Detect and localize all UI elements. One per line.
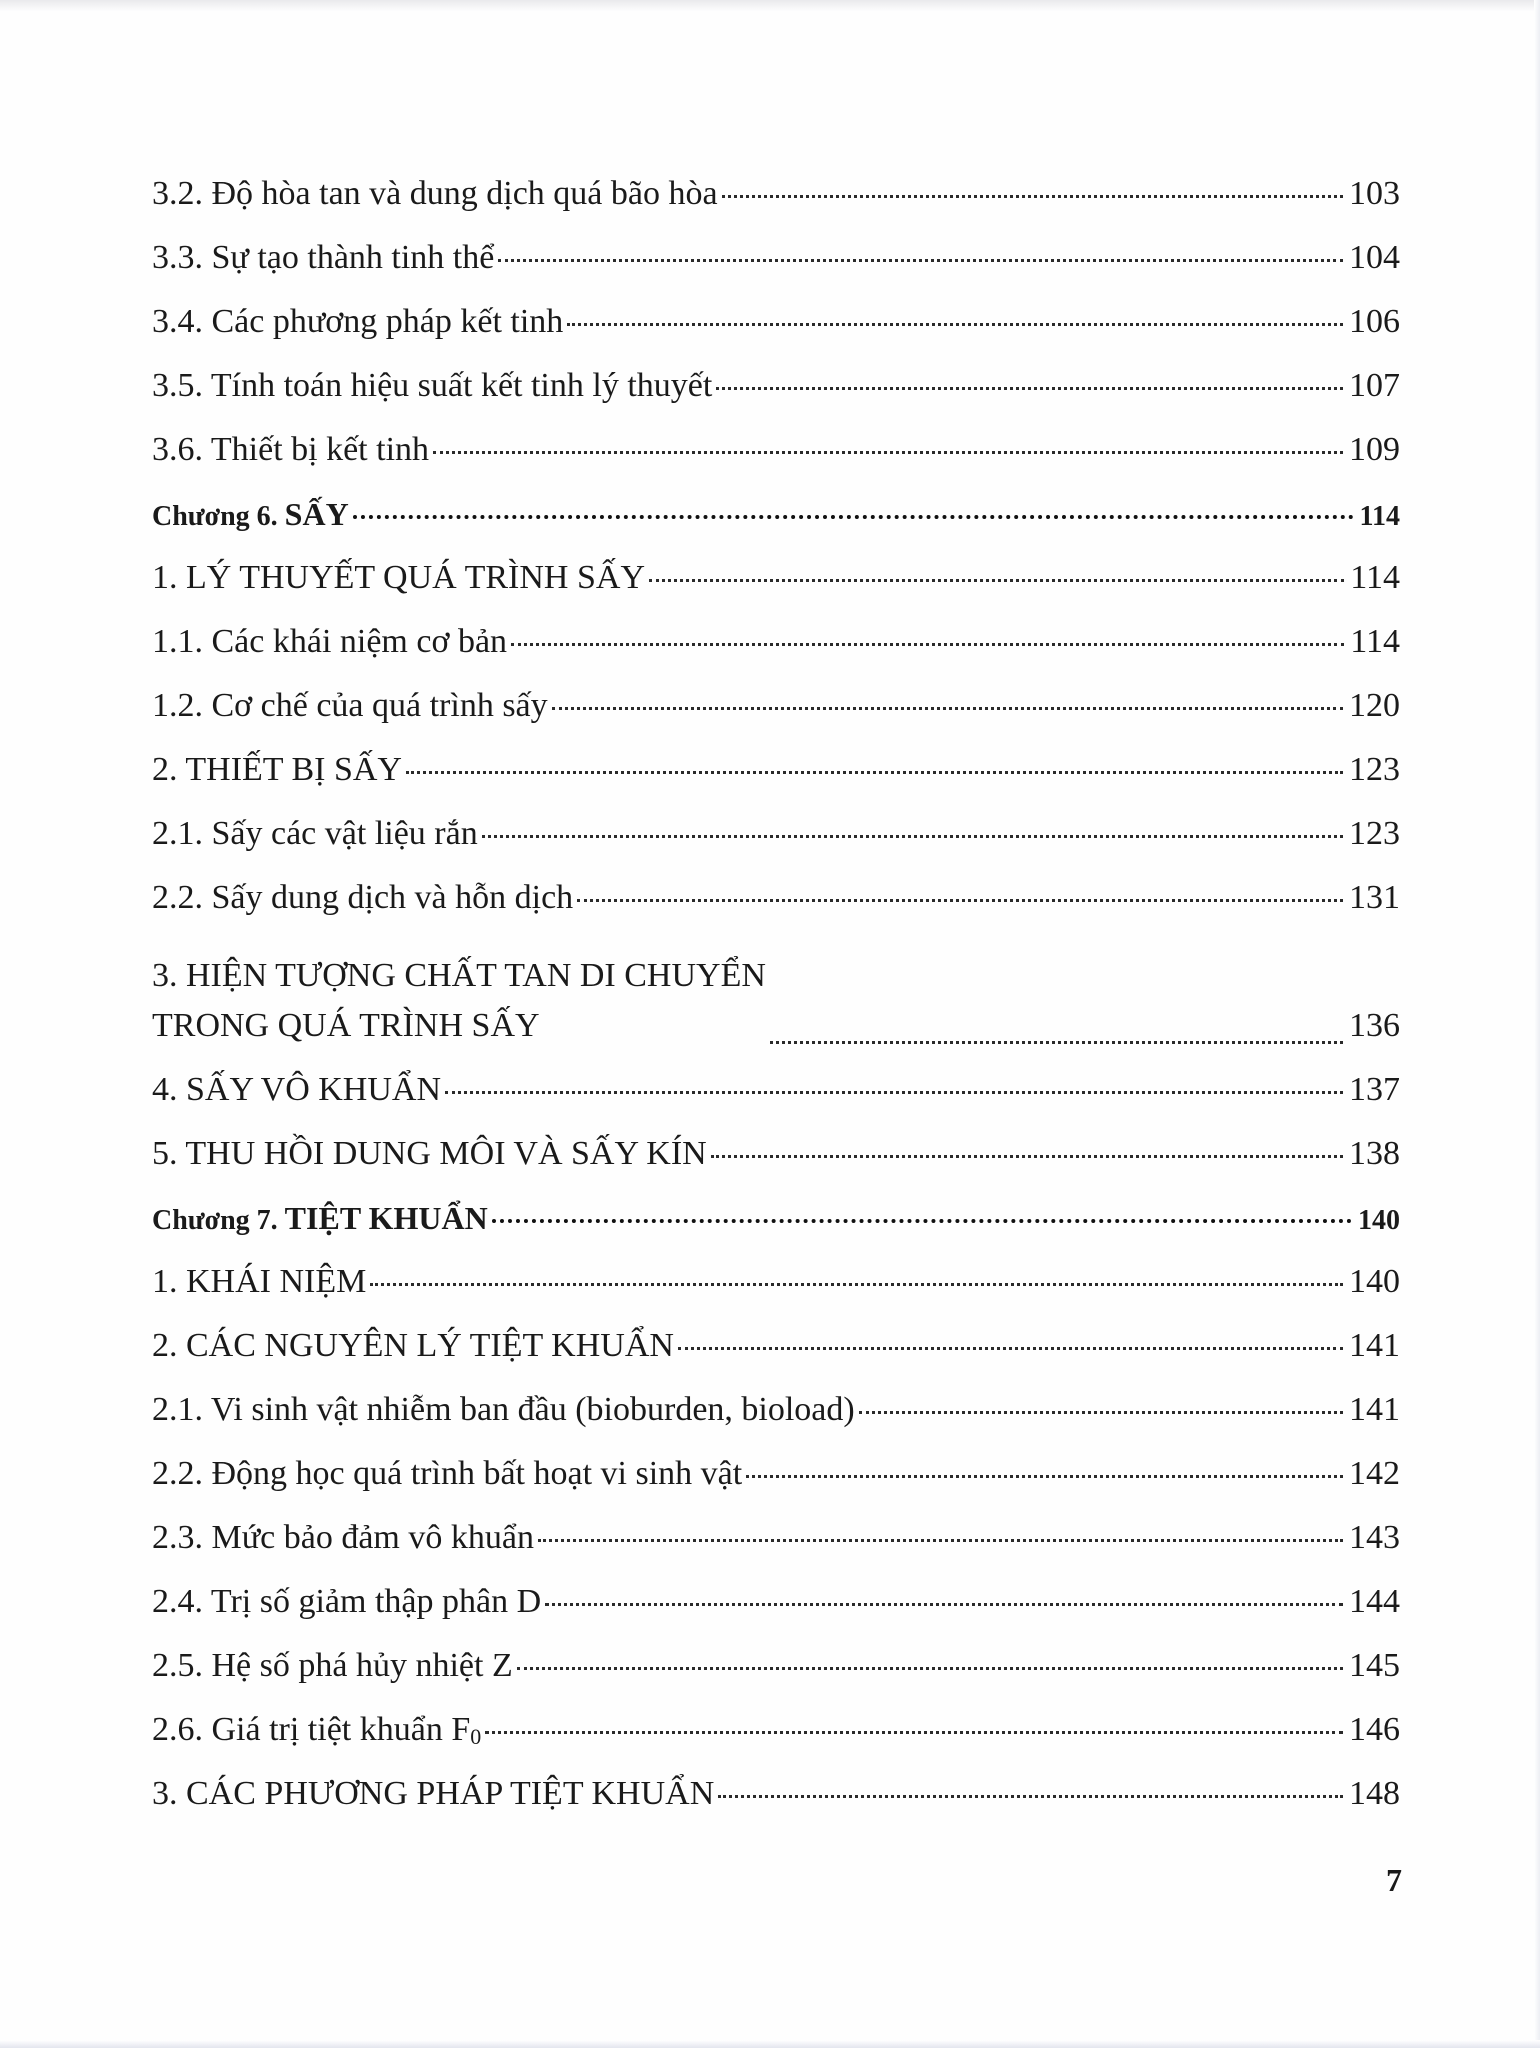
dot-leader xyxy=(482,835,1343,838)
toc-entry-page: 140 xyxy=(1349,1263,1400,1300)
toc-entry-page: 114 xyxy=(1350,559,1400,596)
toc-entry-label: 1.2. Cơ chế của quá trình sấy xyxy=(152,687,548,724)
toc-entry-1-1 xyxy=(152,610,1400,674)
toc-entry-page: 145 xyxy=(1349,1647,1400,1684)
toc-entry-label: 2.3. Mức bảo đảm vô khuẩn xyxy=(152,1519,534,1556)
toc-entry-7-2-4 xyxy=(152,1570,1400,1634)
dot-leader xyxy=(552,707,1343,710)
toc-entry-page: 136 xyxy=(1349,1007,1400,1044)
toc-entry-label: 2. CÁC NGUYÊN LÝ TIỆT KHUẨN xyxy=(152,1327,674,1364)
subscript: 0 xyxy=(470,1724,482,1749)
dot-leader xyxy=(433,451,1343,454)
toc-entry-label: 3. CÁC PHƯƠNG PHÁP TIỆT KHUẨN xyxy=(152,1775,715,1812)
dot-leader xyxy=(370,1283,1343,1286)
toc-entry-2-1 xyxy=(152,802,1400,866)
dot-leader xyxy=(718,1795,1343,1798)
toc-entry-page: 123 xyxy=(1349,815,1400,852)
toc-entry-7-2-3 xyxy=(152,1506,1400,1570)
dot-leader xyxy=(445,1091,1343,1094)
toc-entry-3-5 xyxy=(152,354,1400,418)
dot-leader xyxy=(538,1539,1343,1542)
chapter-title: SẤY xyxy=(284,496,349,532)
toc-entry-page: 120 xyxy=(1349,687,1400,724)
toc-entry-label-text: 2.6. Giá trị tiệt khuẩn F xyxy=(152,1711,471,1748)
toc-entry-page: 114 xyxy=(1350,623,1400,660)
toc-entry-5 xyxy=(152,1122,1400,1186)
toc-entry-3-4 xyxy=(152,290,1400,354)
toc-entry-page: 142 xyxy=(1349,1455,1400,1492)
toc-entry-page: 131 xyxy=(1349,879,1400,916)
toc-entry-1 xyxy=(152,546,1400,610)
toc-entry-label xyxy=(152,1698,481,1769)
dot-leader xyxy=(746,1475,1343,1478)
dot-leader xyxy=(859,1411,1343,1414)
chapter-title: TIỆT KHUẨN xyxy=(284,1200,488,1236)
dot-leader xyxy=(716,387,1343,390)
toc-entry-label: 3.3. Sự tạo thành tinh thể xyxy=(152,239,495,276)
dot-leader xyxy=(498,259,1343,262)
toc-entry-page: 148 xyxy=(1349,1775,1400,1812)
toc-entry-3 xyxy=(152,930,1400,1058)
toc-entry-label: 1. KHÁI NIỆM xyxy=(152,1263,367,1300)
toc-entry-page: 106 xyxy=(1349,303,1400,340)
dot-leader xyxy=(545,1603,1343,1606)
toc-entry-page: 103 xyxy=(1349,175,1400,212)
dot-leader xyxy=(722,195,1343,198)
scan-edge-top xyxy=(0,0,1540,12)
page-number: 7 xyxy=(1386,1862,1402,1898)
toc-entry-label: 2.5. Hệ số phá hủy nhiệt Z xyxy=(152,1647,513,1684)
dot-leader xyxy=(511,643,1344,646)
toc-entry-page: 104 xyxy=(1349,239,1400,276)
dot-leader xyxy=(406,771,1343,774)
toc-entry-label: 2.4. Trị số giảm thập phân D xyxy=(152,1583,542,1620)
chapter-prefix: Chương 7. xyxy=(152,1205,285,1236)
toc-entry-label: 2.1. Vi sinh vật nhiễm ban đầu (bioburden, bioload) xyxy=(152,1391,855,1428)
toc-entry-7-3 xyxy=(152,1762,1400,1826)
toc-entry-page: 137 xyxy=(1349,1071,1400,1108)
toc-entry-page: 140 xyxy=(1358,1205,1400,1236)
toc-entry-7-1 xyxy=(152,1250,1400,1314)
toc-chapter-label xyxy=(152,1186,488,1253)
table-of-contents xyxy=(152,162,1400,1826)
dot-leader xyxy=(517,1667,1343,1670)
toc-entry-page: 109 xyxy=(1349,431,1400,468)
dot-leader xyxy=(678,1347,1343,1350)
toc-entry-page: 141 xyxy=(1349,1327,1400,1364)
toc-entry-label: 3.4. Các phương pháp kết tinh xyxy=(152,303,564,340)
toc-entry-page: 146 xyxy=(1349,1711,1400,1748)
toc-entry-label: 2. THIẾT BỊ SẤY xyxy=(152,751,402,788)
scan-edge-right xyxy=(1534,0,1540,2048)
toc-entry-label: 3.2. Độ hòa tan và dung dịch quá bão hòa xyxy=(152,175,718,212)
toc-entry-page: 141 xyxy=(1349,1391,1400,1428)
toc-entry-label-line1: 3. HIỆN TƯỢNG CHẤT TAN DI CHUYỂN xyxy=(152,957,766,994)
toc-entry-label: 1. LÝ THUYẾT QUÁ TRÌNH SẤY xyxy=(152,559,645,596)
dot-leader xyxy=(485,1731,1343,1734)
toc-entry-label: 3.6. Thiết bị kết tinh xyxy=(152,431,430,468)
toc-entry-page: 123 xyxy=(1349,751,1400,788)
toc-entry-label: 1.1. Các khái niệm cơ bản xyxy=(152,623,508,660)
chapter-prefix: Chương 6. xyxy=(152,501,285,532)
toc-entry-7-2-1 xyxy=(152,1378,1400,1442)
toc-entry-label: 4. SẤY VÔ KHUẨN xyxy=(152,1071,442,1108)
toc-entry-label: 3.5. Tính toán hiệu suất kết tinh lý thuyết xyxy=(152,367,713,404)
toc-entry-page: 144 xyxy=(1349,1583,1400,1620)
toc-entry-3-3 xyxy=(152,226,1400,290)
dot-leader xyxy=(492,1219,1352,1223)
toc-entry-1-2 xyxy=(152,674,1400,738)
toc-entry-3-6 xyxy=(152,418,1400,482)
toc-chapter-7 xyxy=(152,1186,1400,1250)
dot-leader xyxy=(577,899,1343,902)
toc-chapter-6 xyxy=(152,482,1400,546)
dot-leader xyxy=(711,1155,1343,1158)
toc-entry-label: 2.2. Động học quá trình bất hoạt vi sinh vật xyxy=(152,1455,743,1492)
scan-edge-bottom xyxy=(0,2040,1540,2048)
toc-entry-label xyxy=(152,951,766,1058)
toc-entry-3-2 xyxy=(152,162,1400,226)
toc-entry-page: 107 xyxy=(1349,367,1400,404)
toc-entry-7-2-5 xyxy=(152,1634,1400,1698)
dot-leader xyxy=(770,1041,1343,1044)
toc-entry-label: 2.2. Sấy dung dịch và hỗn dịch xyxy=(152,879,574,916)
toc-entry-2-2 xyxy=(152,866,1400,930)
toc-entry-7-2-2 xyxy=(152,1442,1400,1506)
toc-entry-2 xyxy=(152,738,1400,802)
toc-entry-label: 5. THU HỒI DUNG MÔI VÀ SẤY KÍN xyxy=(152,1135,707,1172)
toc-entry-label-line2: TRONG QUÁ TRÌNH SẤY xyxy=(152,1007,540,1044)
toc-entry-4 xyxy=(152,1058,1400,1122)
toc-chapter-label xyxy=(152,482,349,549)
dot-leader xyxy=(567,323,1343,326)
toc-entry-label: 2.1. Sấy các vật liệu rắn xyxy=(152,815,478,852)
toc-entry-page: 138 xyxy=(1349,1135,1400,1172)
dot-leader xyxy=(649,579,1344,582)
toc-entry-7-2 xyxy=(152,1314,1400,1378)
toc-entry-page: 114 xyxy=(1359,501,1400,532)
dot-leader xyxy=(353,515,1354,519)
toc-entry-7-2-6 xyxy=(152,1698,1400,1762)
toc-entry-page: 143 xyxy=(1349,1519,1400,1556)
